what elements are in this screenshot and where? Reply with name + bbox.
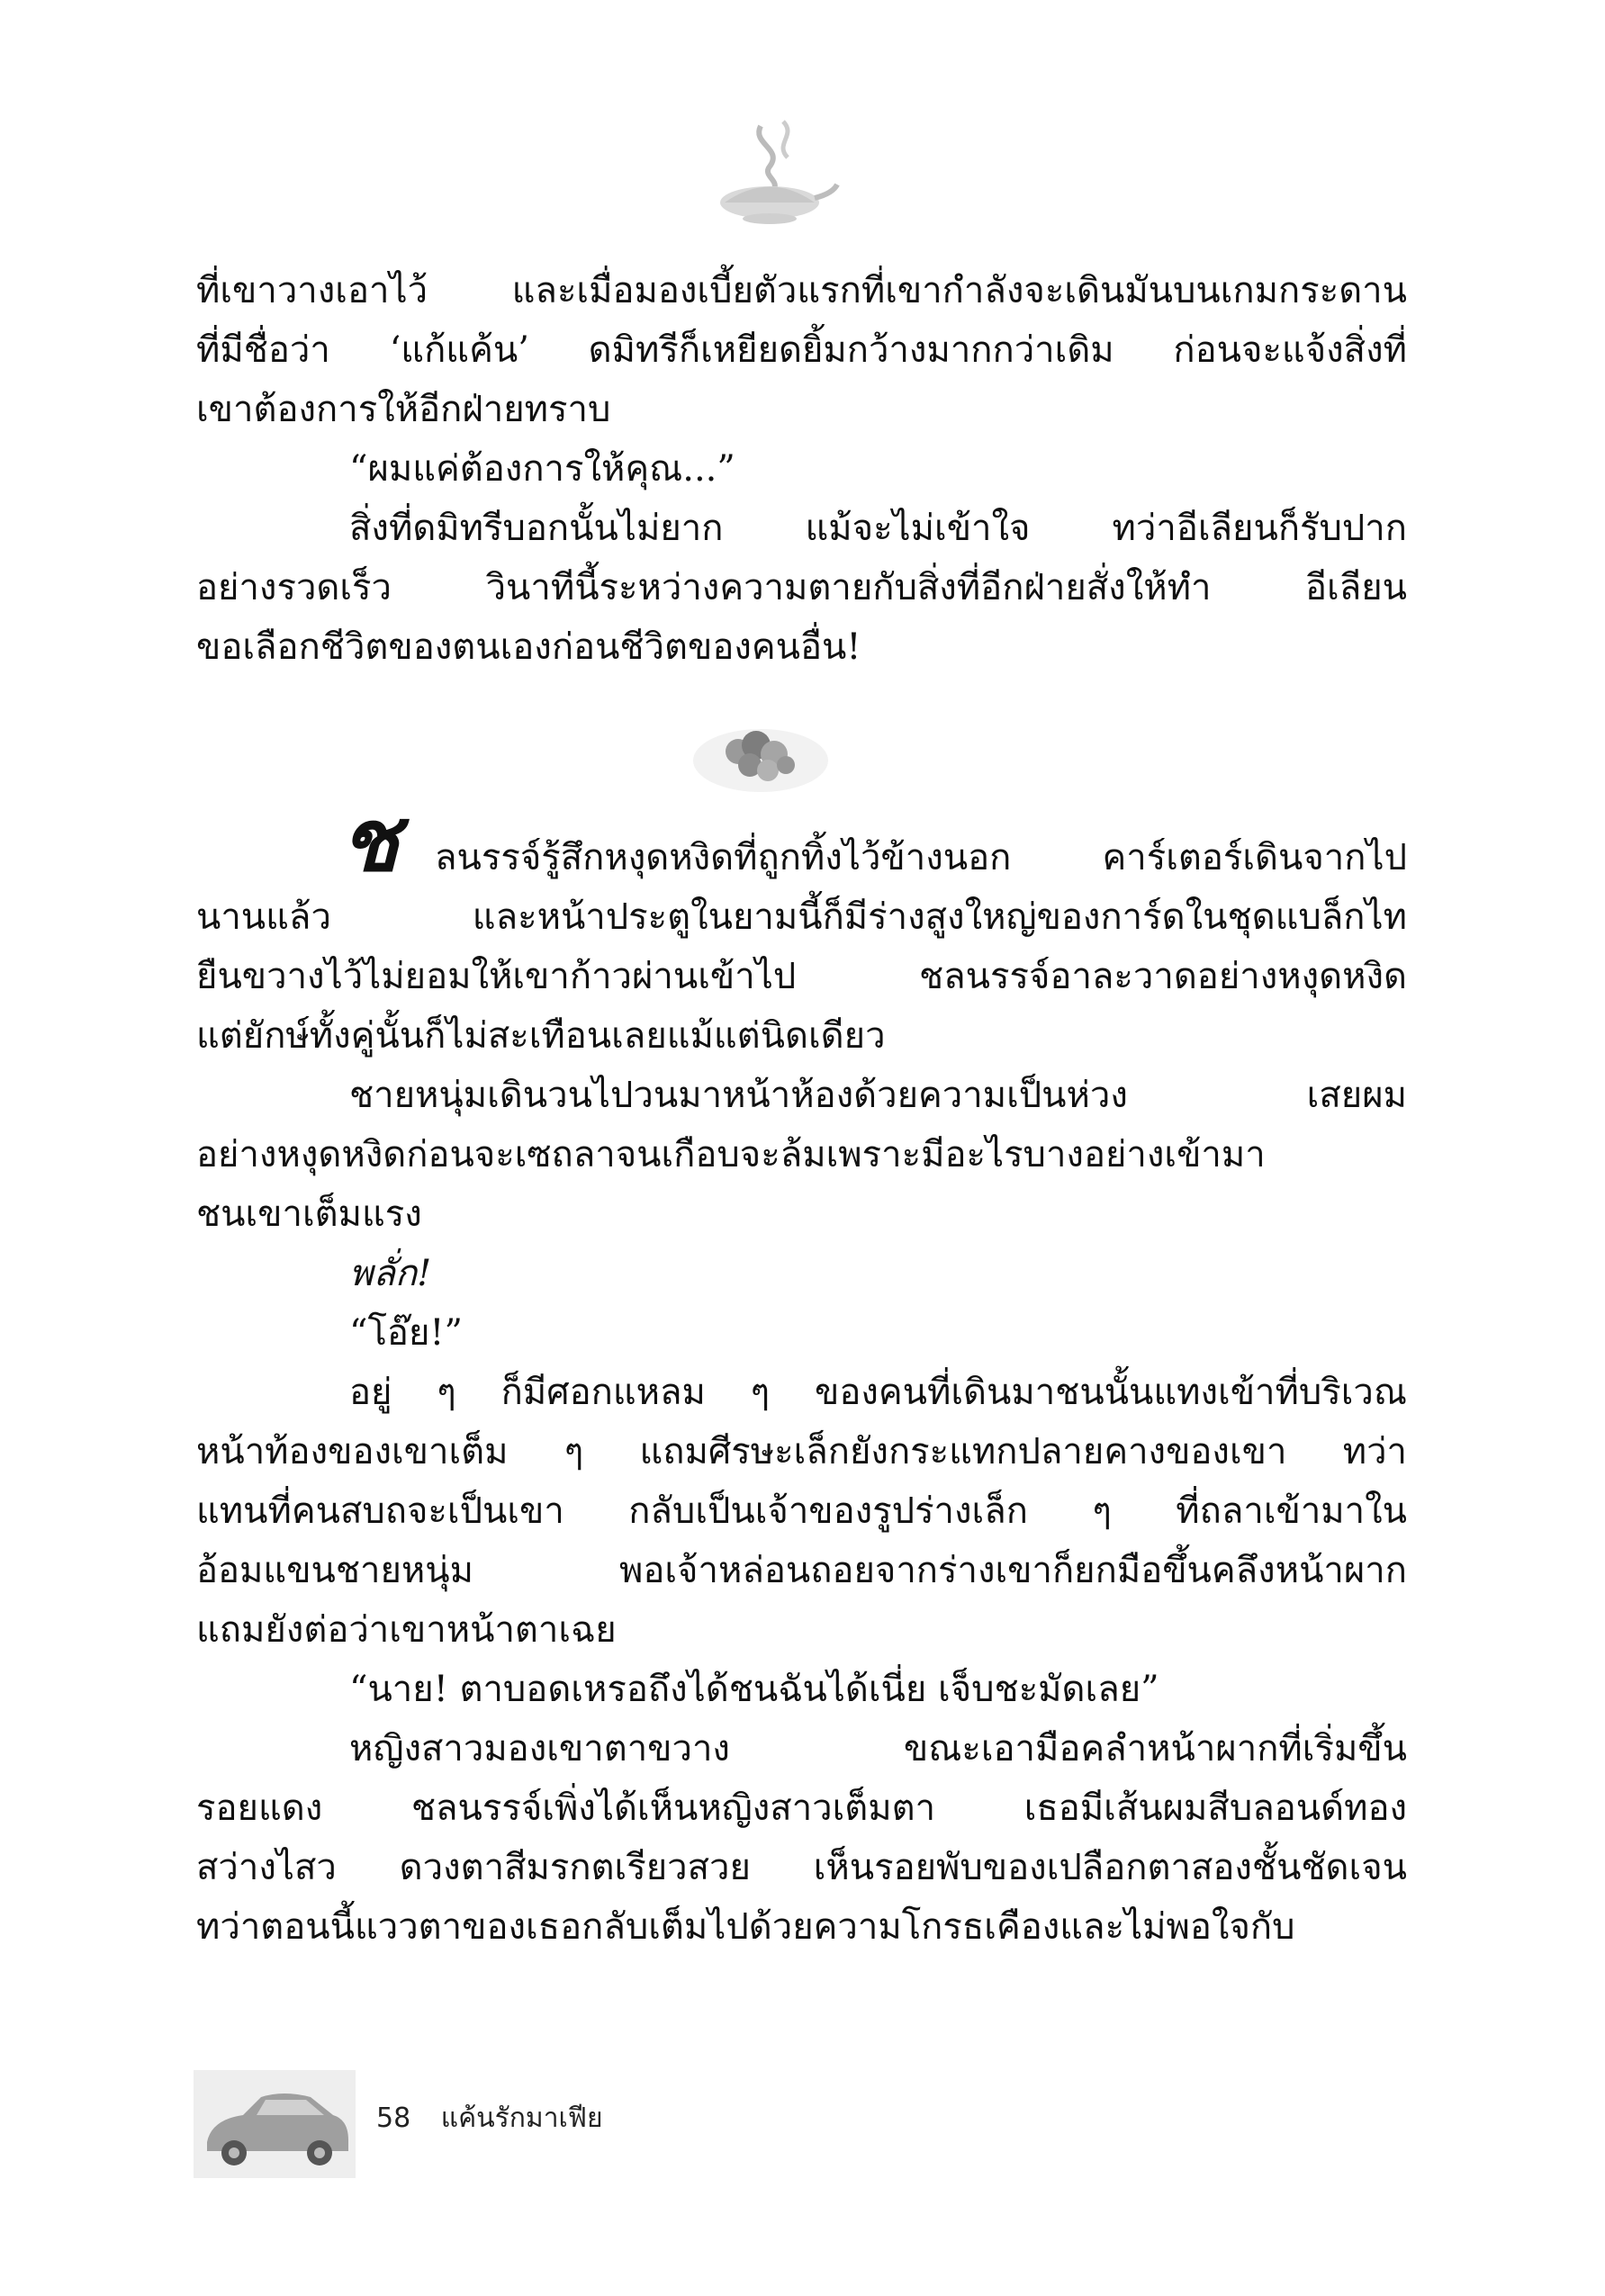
text-line: อยู่ ๆ ก็มีศอกแหลม ๆ ของคนที่เดินมาชนนั้นแทงเข้าที่บริเวณ — [349, 1372, 1407, 1413]
text-line: แต่ยักษ์ทั้งคู่นั้นก็ไม่สะเทือนเลยแม้แต่นิดเดียว — [196, 1015, 886, 1057]
text-line-rest: ลนรรจ์รู้สึกหงุดหงิดที่ถูกทิ้งไว้ข้างนอก คาร์เตอร์เดินจากไป — [435, 837, 1407, 878]
book-title: แค้นรักมาเฟีย — [440, 2102, 603, 2134]
text-line: อย่างหงุดหงิดก่อนจะเซถลาจนเกือบจะล้มเพราะมีอะไรบางอย่างเข้ามา — [196, 1134, 1266, 1175]
text-line: หญิงสาวมองเขาตาขวาง ขณะเอามือคลำหน้าผากที่เริ่มขึ้น — [349, 1728, 1407, 1769]
text-line: รอยแดง ชลนรรจ์เพิ่งได้เห็นหญิงสาวเต็มตา เธอมีเส้นผมสีบลอนด์ทอง — [196, 1787, 1407, 1829]
text-line: ที่เขาวางเอาไว้ และเมื่อมองเบี้ยตัวแรกที่เขากำลังจะเดินมันบนเกมกระดาน — [196, 270, 1407, 311]
text-line — [196, 789, 1407, 891]
page-number: 58 — [376, 2102, 411, 2134]
text-line: อย่างรวดเร็ว วินาทีนี้ระหว่างความตายกับสิ่งที่อีกฝ่ายสั่งให้ทำ อีเลียน — [196, 567, 1407, 608]
body-text-section-1 — [196, 261, 1407, 677]
text-line: แทนที่คนสบถจะเป็นเขา กลับเป็นเจ้าของรูปร่างเล็ก ๆ ที่ถลาเข้ามาใน — [196, 1490, 1407, 1532]
body-text-section-2 — [196, 789, 1407, 1957]
car-icon — [194, 2070, 356, 2178]
text-line: สว่างไสว ดวงตาสีมรกตเรียวสวย เห็นรอยพับของเปลือกตาสองชั้นชัดเจน — [196, 1847, 1407, 1888]
text-line: ขอเลือกชีวิตของตนเองก่อนชีวิตของคนอื่น! — [196, 626, 861, 668]
dialogue-line: “โอ๊ย!” — [349, 1312, 463, 1354]
text-line: สิ่งที่ดมิทรีบอกนั้นไม่ยาก แม้จะไม่เข้าใจ ทว่าอีเลียนก็รับปาก — [349, 508, 1407, 549]
dialogue-line: “นาย! ตาบอดเหรอถึงได้ชนฉันได้เนี่ย เจ็บชะมัดเลย” — [349, 1669, 1159, 1710]
text-line: ชายหนุ่มเดินวนไปวนมาหน้าห้องด้วยความเป็นห่วง เสยผม — [349, 1075, 1407, 1116]
text-line: ยืนขวางไว้ไม่ยอมให้เขาก้าวผ่านเข้าไป ชลนรรจ์อาละวาดอย่างหงุดหงิด — [196, 956, 1407, 997]
page-footer — [376, 2097, 603, 2139]
text-line: ทว่าตอนนี้แววตาของเธอกลับเต็มไปด้วยความโกรธเคืองและไม่พอใจกับ — [196, 1906, 1295, 1948]
text-line: อ้อมแขนชายหนุ่ม พอเจ้าหล่อนถอยจากร่างเขาก็ยกมือขึ้นคลึงหน้าผาก — [196, 1550, 1407, 1591]
text-line: เขาต้องการให้อีกฝ่ายทราบ — [196, 389, 611, 430]
text-line: แถมยังต่อว่าเขาหน้าตาเฉย — [196, 1609, 617, 1651]
flower-ornament-icon — [689, 711, 833, 801]
drop-cap: ช — [340, 789, 400, 891]
genie-lamp-ornament-icon — [698, 108, 842, 234]
text-line: ที่มีชื่อว่า ‘แก้แค้น’ ดมิทรีก็เหยียดยิ้มกว้างมากกว่าเดิม ก่อนจะแจ้งสิ่งที่ — [196, 329, 1407, 371]
text-line: ชนเขาเต็มแรง — [196, 1193, 422, 1235]
text-line: หน้าท้องของเขาเต็ม ๆ แถมศีรษะเล็กยังกระแทกปลายคางของเขา ทว่า — [196, 1431, 1407, 1472]
text-line: นานแล้ว และหน้าประตูในยามนี้ก็มีร่างสูงใหญ่ของการ์ดในชุดแบล็กไท — [196, 896, 1407, 938]
sound-effect-line: พลั่ก! — [349, 1253, 432, 1294]
dialogue-line: “ผมแค่ต้องการให้คุณ...” — [349, 448, 735, 490]
